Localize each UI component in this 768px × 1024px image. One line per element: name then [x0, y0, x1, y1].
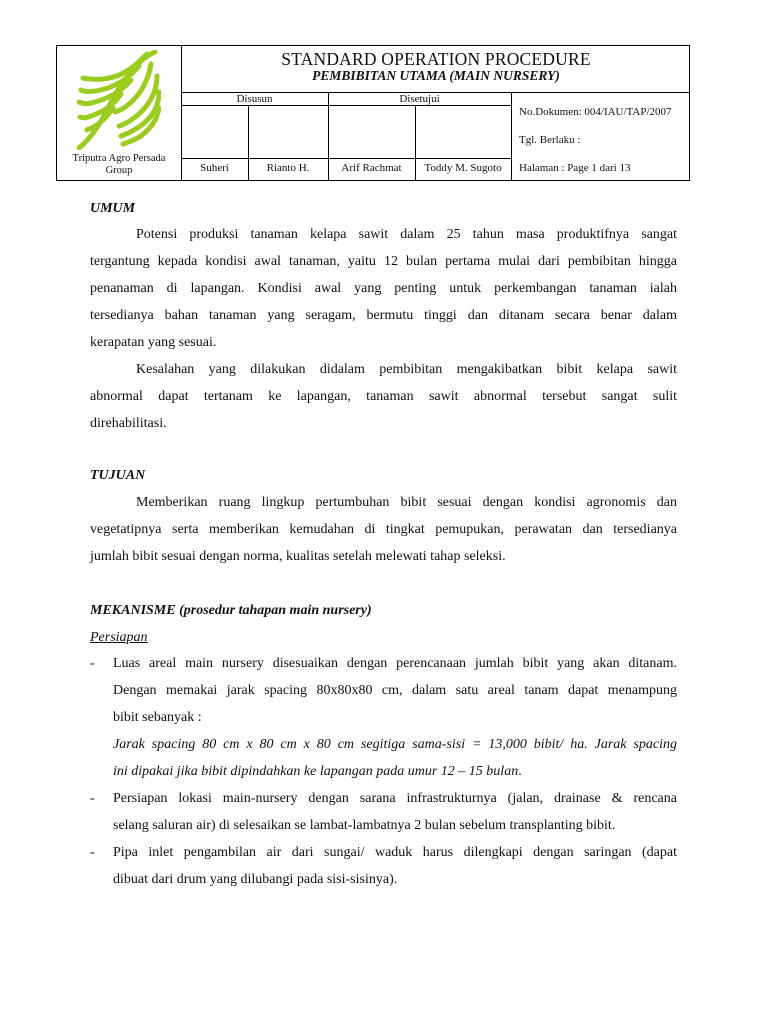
section-heading-mekanisme: MEKANISME (prosedur tahapan main nursery) — [90, 603, 372, 618]
sop-subtitle: PEMBIBITAN UTAMA (MAIN NURSERY) — [312, 68, 560, 83]
signer-name: Suheri — [200, 162, 229, 174]
bullet-dash: - — [90, 656, 95, 671]
paragraph-line: Potensi produksi tanaman kelapa sawit dalam 25 tahun masa produktifnya sangat — [136, 227, 677, 242]
palm-leaf-logo-icon — [77, 50, 161, 150]
disusun-label: Disusun — [236, 93, 273, 105]
paragraph-line: vegetatipnya serta memberikan kemudahan di tingkat pemupukan, perawatan dan tersedianya — [90, 522, 677, 537]
signer-name: Rianto H. — [266, 162, 310, 174]
paragraph-line: tersedianya bahan tanaman yang seragam, bermutu tinggi dan ditanam secara benar dalam — [90, 308, 677, 323]
paragraph-line: direhabilitasi. — [90, 416, 167, 431]
document-header-table — [56, 45, 690, 181]
list-item-line: Persiapan lokasi main-nursery dengan sarana infrastrukturnya (jalan, drainase & rencana — [113, 791, 677, 806]
list-item-line: Dengan memakai jarak spacing 80x80x80 cm, dalam satu areal tanam dapat menampung — [113, 683, 677, 698]
signer-name: Toddy M. Sugoto — [424, 162, 502, 174]
paragraph-line: penanaman di lapangan. Kondisi awal yang penting untuk perkembangan tanaman ialah — [90, 281, 677, 296]
list-item-line-italic: ini dipakai jika bibit dipindahkan ke lapangan pada umur 12 – 15 bulan. — [113, 764, 522, 779]
list-item-line: bibit sebanyak : — [113, 710, 202, 725]
list-item-line: Pipa inlet pengambilan air dari sungai/ waduk harus dilengkapi dengan saringan (dapat — [113, 845, 677, 860]
paragraph-line: Kesalahan yang dilakukan didalam pembibitan mengakibatkan bibit kelapa sawit — [136, 362, 677, 377]
effective-date: Tgl. Berlaku : — [519, 134, 581, 146]
disetujui-label: Disetujui — [399, 93, 440, 105]
document-number: No.Dokumen: 004/IAU/TAP/2007 — [519, 106, 672, 118]
section-heading-tujuan: TUJUAN — [90, 468, 146, 483]
list-item-line: selang saluran air) di selesaikan se lambat-lambatnya 2 bulan sebelum transplanting bibit. — [113, 818, 616, 833]
paragraph-line: kerapatan yang sesuai. — [90, 335, 217, 350]
paragraph-line: tergantung kepada kondisi awal tanaman, yaitu 12 bulan pertama mulai dari pembibitan hingga — [90, 254, 677, 269]
list-item-line: dibuat dari drum yang dilubangi pada sisi-sisinya). — [113, 872, 398, 887]
list-item-line: Luas areal main nursery disesuaikan dengan perencanaan jumlah bibit yang akan ditanam. — [113, 656, 677, 671]
sop-title: STANDARD OPERATION PROCEDURE — [281, 49, 591, 69]
paragraph-line: jumlah bibit sesuai dengan norma, kualitas setelah melewati tahap seleksi. — [90, 549, 506, 564]
subheading-persiapan: Persiapan — [90, 630, 148, 645]
page-indicator: Halaman : Page 1 dari 13 — [519, 162, 631, 174]
bullet-dash: - — [90, 845, 95, 860]
paragraph-line: Memberikan ruang lingkup pertumbuhan bibit sesuai dengan kondisi agronomis dan — [136, 495, 677, 510]
signer-name: Arif Rachmat — [341, 162, 402, 174]
company-logo — [57, 46, 181, 180]
list-item-line-italic: Jarak spacing 80 cm x 80 cm x 80 cm segitiga sama-sisi = 13,000 bibit/ ha. Jarak spacing — [113, 737, 677, 752]
company-name: Triputra Agro Persada Group — [72, 153, 166, 176]
section-heading-umum: UMUM — [90, 201, 136, 216]
bullet-dash: - — [90, 791, 95, 806]
paragraph-line: abnormal dapat tertanam ke lapangan, tanaman sawit abnormal tersebut sangat sulit — [90, 389, 677, 404]
